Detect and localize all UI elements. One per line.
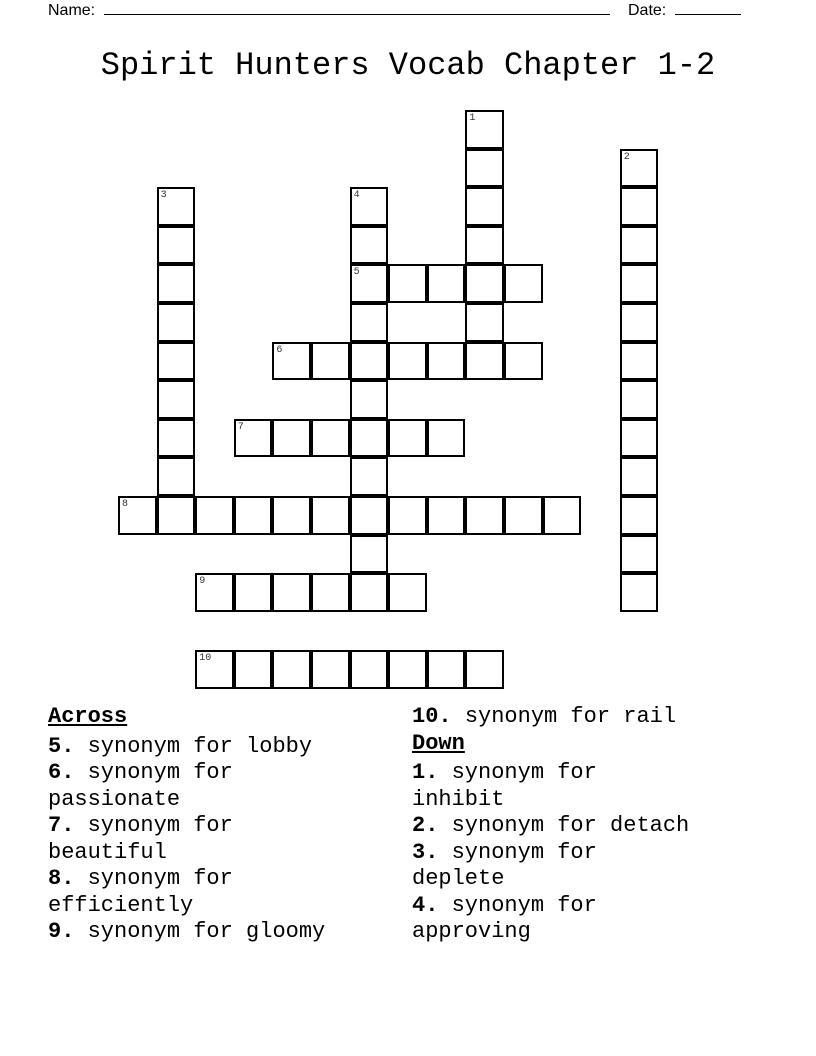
crossword-cell[interactable] — [350, 419, 389, 458]
crossword-cell[interactable] — [465, 496, 504, 535]
crossword-cell[interactable] — [311, 342, 350, 381]
crossword-cell[interactable] — [620, 496, 659, 535]
crossword-cell[interactable] — [620, 457, 659, 496]
crossword-cell[interactable] — [272, 573, 311, 612]
crossword-cell[interactable] — [620, 535, 659, 574]
crossword-cell[interactable] — [465, 187, 504, 226]
page-title: Spirit Hunters Vocab Chapter 1-2 — [100, 47, 716, 84]
clue-number: 10. — [412, 704, 452, 729]
crossword-cell[interactable] — [157, 187, 196, 226]
cell-number: 6 — [276, 344, 283, 356]
clue-text: approving — [412, 919, 531, 944]
across-clue-list-continued — [412, 704, 689, 731]
crossword-cell[interactable] — [311, 650, 350, 689]
crossword-cell[interactable] — [350, 303, 389, 342]
clue-line — [48, 919, 325, 946]
crossword-cell[interactable] — [350, 342, 389, 381]
crossword-cell[interactable] — [234, 419, 273, 458]
clue-line — [412, 919, 689, 946]
crossword-cell[interactable] — [620, 342, 659, 381]
crossword-cell[interactable] — [620, 226, 659, 265]
down-heading: Down — [412, 730, 465, 756]
clue-number: 2. — [412, 813, 439, 838]
cell-number: 9 — [199, 576, 206, 588]
clue-text: synonym for — [87, 760, 233, 785]
clue-item — [412, 704, 689, 731]
crossword-cell[interactable] — [388, 573, 427, 612]
crossword-cell[interactable] — [427, 342, 466, 381]
crossword-cell[interactable] — [427, 496, 466, 535]
clue-line — [412, 866, 689, 893]
clue-line — [412, 893, 689, 920]
crossword-cell[interactable] — [465, 650, 504, 689]
date-label: Date: — [628, 2, 667, 19]
clue-item — [48, 813, 325, 866]
clue-number: 7. — [48, 813, 75, 838]
crossword-cell[interactable] — [350, 187, 389, 226]
cell-number: 3 — [160, 190, 167, 202]
clue-number: 9. — [48, 919, 75, 944]
cell-number: 2 — [623, 151, 630, 163]
clue-number: 4. — [412, 892, 439, 918]
crossword-cell[interactable] — [157, 419, 196, 458]
crossword-cell[interactable] — [157, 457, 196, 496]
cell-number: 5 — [353, 267, 360, 279]
clue-item — [48, 734, 325, 761]
crossword-cell[interactable] — [504, 496, 543, 535]
crossword-cell[interactable] — [543, 496, 582, 535]
cell-number: 10 — [199, 653, 212, 665]
crossword-cell[interactable] — [465, 264, 504, 303]
crossword-cell[interactable] — [620, 419, 659, 458]
crossword-cell[interactable] — [234, 573, 273, 612]
clue-item — [48, 919, 325, 946]
crossword-cell[interactable] — [427, 419, 466, 458]
crossword-cell[interactable] — [350, 496, 389, 535]
clue-line — [48, 734, 325, 761]
crossword-cell[interactable] — [388, 264, 427, 303]
clue-line — [48, 787, 325, 814]
crossword-cell[interactable] — [350, 457, 389, 496]
crossword-cell[interactable] — [157, 303, 196, 342]
clue-line — [48, 866, 325, 893]
clue-text: synonym for — [451, 892, 597, 918]
crossword-cell[interactable] — [157, 342, 196, 381]
cell-number: 8 — [122, 499, 129, 510]
crossword-cell[interactable] — [311, 419, 350, 458]
crossword-cell[interactable] — [350, 650, 389, 689]
crossword-cell[interactable] — [272, 496, 311, 535]
crossword-cell[interactable] — [311, 573, 350, 612]
clue-item — [412, 813, 689, 840]
clue-number: 5. — [48, 733, 75, 759]
clue-text: synonym for gloomy — [87, 919, 326, 944]
clue-item — [412, 893, 689, 946]
clue-item — [48, 760, 325, 813]
crossword-cell[interactable] — [620, 573, 659, 612]
crossword-cell[interactable] — [350, 226, 389, 265]
crossword-cell[interactable] — [234, 650, 273, 689]
crossword-cell[interactable] — [465, 149, 504, 188]
clue-item — [412, 840, 689, 893]
cell-number: 7 — [237, 421, 244, 433]
crossword-cell[interactable] — [272, 650, 311, 689]
crossword-cell[interactable] — [620, 380, 659, 419]
clue-text: deplete — [412, 866, 505, 891]
clue-item — [48, 866, 325, 919]
crossword-cell[interactable] — [350, 264, 389, 303]
crossword-cell[interactable] — [504, 264, 543, 303]
crossword-cell[interactable] — [465, 226, 504, 265]
crossword-cell[interactable] — [272, 342, 311, 381]
crossword-cell[interactable] — [157, 380, 196, 419]
clue-line — [412, 813, 689, 840]
crossword-cell[interactable] — [234, 496, 273, 535]
crossword-cell[interactable] — [465, 342, 504, 381]
clue-number: 8. — [48, 866, 75, 891]
crossword-cell[interactable] — [620, 149, 659, 188]
crossword-cell[interactable] — [427, 264, 466, 303]
clue-line — [412, 840, 689, 867]
clue-text: synonym for rail — [464, 704, 677, 729]
crossword-cell[interactable] — [465, 110, 504, 149]
clue-line — [48, 813, 325, 840]
clue-line — [48, 760, 325, 787]
crossword-cell[interactable] — [465, 303, 504, 342]
clue-item — [412, 760, 689, 813]
clue-line — [412, 704, 689, 731]
crossword-cell[interactable] — [157, 226, 196, 265]
across-clue-list — [48, 734, 325, 946]
crossword-cell[interactable] — [388, 419, 427, 458]
crossword-cell[interactable] — [157, 496, 196, 535]
clue-text: synonym for — [87, 813, 233, 838]
clue-text: beautiful — [48, 839, 167, 865]
clue-text: inhibit — [412, 786, 505, 812]
clue-line — [48, 893, 325, 920]
crossword-cell[interactable] — [427, 650, 466, 689]
across-heading: Across — [48, 704, 128, 729]
crossword-cell[interactable] — [620, 187, 659, 226]
clue-line — [412, 787, 689, 814]
crossword-cell[interactable] — [195, 496, 234, 535]
name-label: Name: — [48, 2, 96, 19]
clue-line — [412, 760, 689, 787]
crossword-cell[interactable] — [620, 303, 659, 342]
clue-text: synonym for — [451, 760, 597, 785]
clues-right-column — [412, 704, 689, 946]
clue-text: synonym for lobby — [87, 733, 313, 759]
clue-text: synonym for — [87, 866, 233, 891]
crossword-cell[interactable] — [157, 264, 196, 303]
clue-line — [48, 840, 325, 867]
down-clue-list — [412, 760, 689, 946]
crossword-cell[interactable] — [272, 419, 311, 458]
crossword-cell[interactable] — [388, 342, 427, 381]
cell-number: 1 — [469, 113, 476, 124]
clue-text: synonym for detach — [451, 813, 690, 838]
clue-text: efficiently — [48, 892, 194, 918]
crossword-cell[interactable] — [118, 496, 157, 535]
crossword-cell[interactable] — [350, 535, 389, 574]
clue-number: 6. — [48, 760, 75, 785]
crossword-cell[interactable] — [388, 496, 427, 535]
crossword-cell[interactable] — [195, 573, 234, 612]
clue-text: synonym for — [451, 839, 597, 865]
clue-number: 1. — [412, 760, 439, 785]
crossword-cell[interactable] — [620, 264, 659, 303]
crossword-cell[interactable] — [350, 573, 389, 612]
clue-text: passionate — [48, 786, 181, 812]
crossword-cell[interactable] — [504, 342, 543, 381]
crossword-cell[interactable] — [195, 650, 234, 689]
crossword-cell[interactable] — [350, 380, 389, 419]
crossword-cell[interactable] — [311, 496, 350, 535]
clues-left-column — [48, 704, 325, 946]
cell-number: 4 — [353, 190, 360, 202]
clue-number: 3. — [412, 839, 439, 865]
crossword-cell[interactable] — [388, 650, 427, 689]
